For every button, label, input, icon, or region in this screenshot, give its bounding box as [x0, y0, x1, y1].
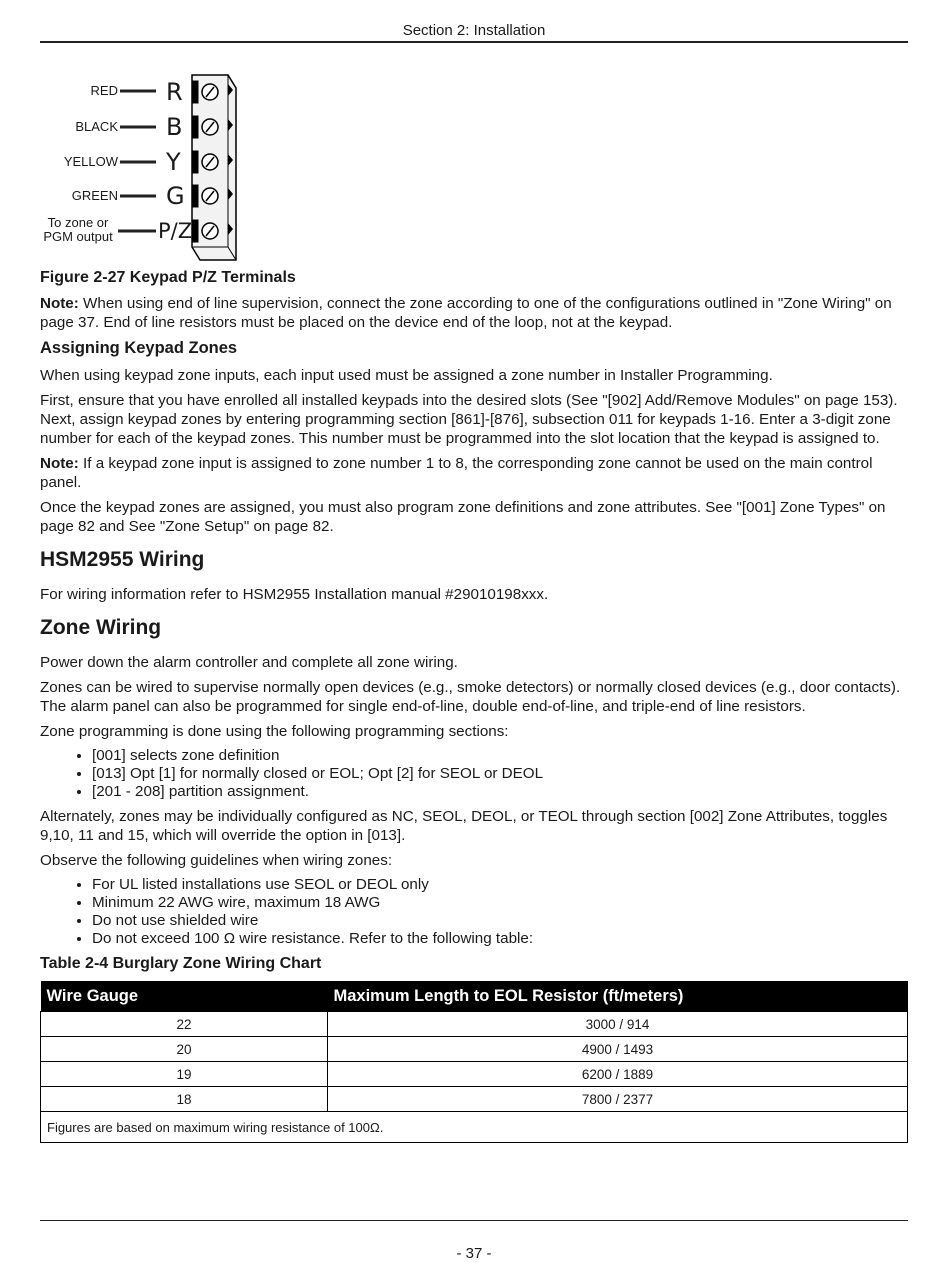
list-item: • [001] selects zone definition	[92, 747, 908, 765]
max-length-cell: 6200 / 1889	[328, 1062, 908, 1087]
paragraph: Power down the alarm controller and complete all zone wiring.	[40, 654, 458, 671]
note-text: When using end of line supervision, connect the zone according to one of the configurations outlined in "Zone Wiring" on page 37. End of line resistors must be placed on the device end of the loop, not at the keypad.	[40, 295, 892, 331]
wiring-guidelines-list	[40, 876, 908, 948]
list-item: • For UL listed installations use SEOL or DEOL only	[92, 876, 908, 894]
table-row	[41, 1037, 908, 1062]
terminal-letter-y: Y	[166, 148, 181, 176]
terminal-letter-r: R	[166, 78, 183, 106]
table-caption: Table 2-4 Burglary Zone Wiring Chart	[40, 955, 322, 972]
list-item: • Do not use shielded wire	[92, 912, 908, 930]
wire-label-pz: To zone or PGM output	[43, 215, 113, 244]
note-text: If a keypad zone input is assigned to zone number 1 to 8, the corresponding zone cannot be used on the main control panel.	[40, 455, 873, 491]
hsm2955-wiring-heading: HSM2955 Wiring	[40, 548, 205, 571]
page-content	[40, 268, 908, 1143]
table-row	[41, 1087, 908, 1112]
note-label: Note:	[40, 455, 79, 472]
note-end-of-line	[40, 294, 908, 332]
section-header: Section 2: Installation	[40, 22, 908, 43]
paragraph: When using keypad zone inputs, each input used must be assigned a zone number in Installer Programming.	[40, 367, 773, 384]
wire-gauge-cell: 18	[41, 1087, 328, 1112]
paragraph: Alternately, zones may be individually configured as NC, SEOL, DEOL, or TEOL through section [002] Zone Attributes, toggles 9,10, 11 and 15, which will override the option in [013].	[40, 808, 888, 844]
list-item: • Do not exceed 100 Ω wire resistance. Refer to the following table:	[92, 930, 908, 948]
zone-wiring-heading: Zone Wiring	[40, 616, 162, 639]
wire-label-yellow: YELLOW	[63, 154, 118, 169]
list-item: • [201 - 208] partition assignment.	[92, 783, 908, 801]
wire-label-black: BLACK	[75, 119, 118, 134]
table-row	[41, 1012, 908, 1037]
table-row	[41, 1062, 908, 1087]
paragraph: Once the keypad zones are assigned, you must also program zone definitions and zone attributes. See "[001] Zone Types" on page 82 and See "Zone Setup" on page 82.	[40, 499, 886, 535]
wire-gauge-cell: 19	[41, 1062, 328, 1087]
list-item: • Minimum 22 AWG wire, maximum 18 AWG	[92, 894, 908, 912]
assigning-keypad-zones-heading: Assigning Keypad Zones	[40, 339, 238, 357]
table-footnote: Figures are based on maximum wiring resistance of 100Ω.	[41, 1112, 908, 1143]
paragraph: Zone programming is done using the following programming sections:	[40, 723, 509, 740]
max-length-cell: 3000 / 914	[328, 1012, 908, 1037]
page-number: - 37 -	[456, 1245, 492, 1262]
column-header-max-length: Maximum Length to EOL Resistor (ft/meters)	[328, 981, 908, 1012]
list-item: • [013] Opt [1] for normally closed or EOL; Opt [2] for SEOL or DEOL	[92, 765, 908, 783]
paragraph: Zones can be wired to supervise normally open devices (e.g., smoke detectors) or normally closed devices (e.g., door contacts). The alarm panel can also be programmed for single end-of-line, double end-of-line, and triple-end of line resistors.	[40, 679, 901, 715]
burglary-zone-wiring-table	[40, 981, 908, 1143]
terminal-letter-g: G	[166, 182, 185, 210]
wire-gauge-cell: 20	[41, 1037, 328, 1062]
keypad-terminal-figure	[40, 70, 280, 265]
programming-sections-list	[40, 747, 908, 801]
wire-gauge-cell: 22	[41, 1012, 328, 1037]
terminal-letter-pz: P/Z	[158, 219, 193, 243]
column-header-wire-gauge: Wire Gauge	[41, 981, 328, 1012]
note-keypad-zone	[40, 454, 908, 492]
paragraph: For wiring information refer to HSM2955 Installation manual #29010198xxx.	[40, 586, 549, 603]
wire-label-green: GREEN	[71, 188, 118, 203]
max-length-cell: 4900 / 1493	[328, 1037, 908, 1062]
max-length-cell: 7800 / 2377	[328, 1087, 908, 1112]
wire-label-red: RED	[90, 83, 118, 98]
table-footnote-row	[41, 1112, 908, 1143]
footer-divider	[40, 1220, 908, 1221]
terminal-letter-b: B	[166, 113, 183, 141]
paragraph: Observe the following guidelines when wiring zones:	[40, 852, 393, 869]
paragraph: First, ensure that you have enrolled all installed keypads into the desired slots (See "[902] Add/Remove Modules" on page 153). Next, assign keypad zones by entering programming section [861]-[876], subsection 011 for keypads 1-16. Enter a 3-digit zone number for each of the keypad zones. This number must be programmed into the slot location that the keypad is assigned to.	[40, 392, 898, 447]
figure-caption: Figure 2-27 Keypad P/Z Terminals	[40, 269, 296, 286]
note-label: Note:	[40, 295, 79, 312]
table-header-row	[41, 981, 908, 1012]
